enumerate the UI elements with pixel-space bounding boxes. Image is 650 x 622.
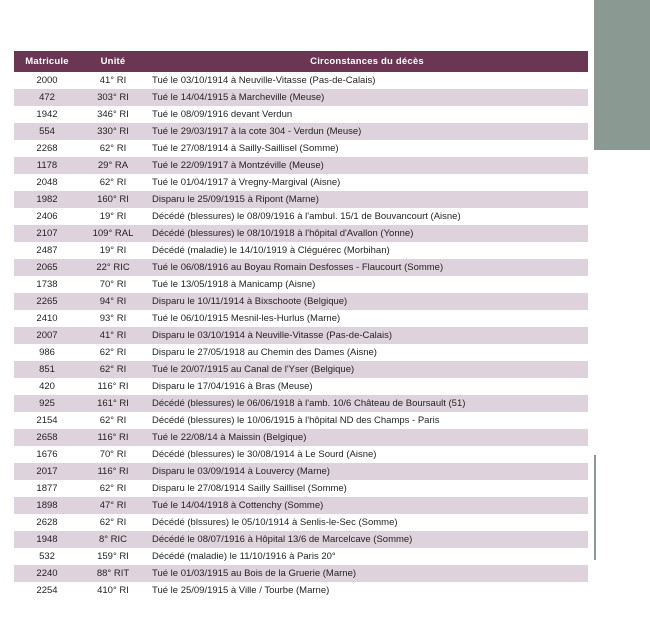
- cell-matricule: 2268: [14, 140, 80, 157]
- cell-circonstances: Tué le 01/04/1917 à Vregny-Margival (Aisne): [146, 174, 588, 191]
- table-header-row: [14, 51, 588, 72]
- cell-unite: 19° RI: [80, 208, 146, 225]
- table-row: [14, 531, 588, 548]
- cell-matricule: 2410: [14, 310, 80, 327]
- casualties-table-container: [14, 51, 588, 599]
- cell-unite: 94° RI: [80, 293, 146, 310]
- cell-matricule: 1948: [14, 531, 80, 548]
- cell-matricule: 2628: [14, 514, 80, 531]
- cell-unite: 29° RA: [80, 157, 146, 174]
- cell-matricule: 2065: [14, 259, 80, 276]
- cell-circonstances: Disparu le 10/11/1914 à Bixschoote (Belgique): [146, 293, 588, 310]
- cell-matricule: 1898: [14, 497, 80, 514]
- cell-matricule: 2048: [14, 174, 80, 191]
- cell-circonstances: Décédé (blessures) le 06/06/1918 à l'amb. 10/6 Château de Boursault (51): [146, 395, 588, 412]
- table-row: [14, 514, 588, 531]
- cell-unite: 303° RI: [80, 89, 146, 106]
- cell-matricule: 2240: [14, 565, 80, 582]
- cell-circonstances: Disparu le 27/05/1918 au Chemin des Dames (Aisne): [146, 344, 588, 361]
- cell-circonstances: Disparu le 25/09/1915 à Ripont (Marne): [146, 191, 588, 208]
- cell-circonstances: Tué le 22/08/14 à Maissin (Belgique): [146, 429, 588, 446]
- cell-circonstances: Tué le 25/09/1915 à Ville / Tourbe (Marne): [146, 582, 588, 599]
- cell-unite: 62° RI: [80, 344, 146, 361]
- cell-circonstances: Tué le 13/05/1918 à Manicamp (Aisne): [146, 276, 588, 293]
- cell-unite: 22° RIC: [80, 259, 146, 276]
- cell-circonstances: Tué le 22/09/1917 à Montzéville (Meuse): [146, 157, 588, 174]
- cell-matricule: 2487: [14, 242, 80, 259]
- table-row: [14, 480, 588, 497]
- table-row: [14, 259, 588, 276]
- decorative-right-rail: [594, 0, 650, 622]
- cell-matricule: 2007: [14, 327, 80, 344]
- table-row: [14, 378, 588, 395]
- cell-circonstances: Tué le 01/03/1915 au Bois de la Gruerie (Marne): [146, 565, 588, 582]
- cell-circonstances: Décédé (blessures) le 08/09/1916 à l'ambul. 15/1 de Bouvancourt (Aisne): [146, 208, 588, 225]
- table-row: [14, 327, 588, 344]
- table-row: [14, 123, 588, 140]
- cell-unite: 62° RI: [80, 361, 146, 378]
- table-row: [14, 446, 588, 463]
- cell-circonstances: Disparu le 17/04/1916 à Bras (Meuse): [146, 378, 588, 395]
- cell-circonstances: Tué le 29/03/1917 à la cote 304 - Verdun (Meuse): [146, 123, 588, 140]
- cell-circonstances: Tué le 06/10/1915 Mesnil-les-Hurlus (Marne): [146, 310, 588, 327]
- table-row: [14, 276, 588, 293]
- table-row: [14, 72, 588, 89]
- cell-circonstances: Décédé (maladie) le 14/10/1919 à Cléguérec (Morbihan): [146, 242, 588, 259]
- cell-unite: 93° RI: [80, 310, 146, 327]
- table-header: [14, 51, 588, 72]
- cell-circonstances: Décédé (blessures) le 08/10/1918 à l'hôpital d'Avallon (Yonne): [146, 225, 588, 242]
- table-row: [14, 293, 588, 310]
- table-row: [14, 242, 588, 259]
- table-row: [14, 361, 588, 378]
- table-body: [14, 72, 588, 599]
- cell-unite: 159° RI: [80, 548, 146, 565]
- rail-accent-line: [594, 455, 596, 560]
- column-header-circonstances: Circonstances du décès: [146, 51, 588, 72]
- cell-unite: 70° RI: [80, 446, 146, 463]
- column-header-unite: Unité: [80, 51, 146, 72]
- cell-unite: 62° RI: [80, 480, 146, 497]
- cell-matricule: 1178: [14, 157, 80, 174]
- cell-circonstances: Décédé (blssures) le 05/10/1914 à Senlis-le-Sec (Somme): [146, 514, 588, 531]
- cell-unite: 109° RAL: [80, 225, 146, 242]
- cell-unite: 47° RI: [80, 497, 146, 514]
- table-row: [14, 208, 588, 225]
- cell-unite: 41° RI: [80, 327, 146, 344]
- cell-matricule: 420: [14, 378, 80, 395]
- table-row: [14, 89, 588, 106]
- cell-unite: 88° RIT: [80, 565, 146, 582]
- table-row: [14, 548, 588, 565]
- table-row: [14, 140, 588, 157]
- table-row: [14, 429, 588, 446]
- table-row: [14, 344, 588, 361]
- cell-circonstances: Tué le 14/04/1918 à Cottenchy (Somme): [146, 497, 588, 514]
- cell-circonstances: Tué le 14/04/1915 à Marcheville (Meuse): [146, 89, 588, 106]
- cell-matricule: 2658: [14, 429, 80, 446]
- table-row: [14, 582, 588, 599]
- cell-circonstances: Décédé (blessures) le 10/06/1915 à l'hôpital ND des Champs - Paris: [146, 412, 588, 429]
- cell-matricule: 986: [14, 344, 80, 361]
- table-row: [14, 395, 588, 412]
- cell-circonstances: Tué le 06/08/1916 au Boyau Romain Desfosses - Flaucourt (Somme): [146, 259, 588, 276]
- cell-circonstances: Décédé (blessures) le 30/08/1914 à Le Sourd (Aisne): [146, 446, 588, 463]
- cell-unite: 62° RI: [80, 140, 146, 157]
- cell-matricule: 1877: [14, 480, 80, 497]
- cell-matricule: 2107: [14, 225, 80, 242]
- cell-circonstances: Tué le 20/07/1915 au Canal de l'Yser (Belgique): [146, 361, 588, 378]
- cell-matricule: 2154: [14, 412, 80, 429]
- table-row: [14, 174, 588, 191]
- cell-matricule: 532: [14, 548, 80, 565]
- cell-circonstances: Disparu le 27/08/1914 Sailly Saillisel (Somme): [146, 480, 588, 497]
- cell-unite: 116° RI: [80, 429, 146, 446]
- cell-circonstances: Tué le 08/09/1916 devant Verdun: [146, 106, 588, 123]
- cell-circonstances: Décédé le 08/07/1916 à Hôpital 13/6 de Marcelcave (Somme): [146, 531, 588, 548]
- cell-matricule: 2406: [14, 208, 80, 225]
- casualties-table: [14, 51, 588, 599]
- cell-unite: 346° RI: [80, 106, 146, 123]
- cell-unite: 160° RI: [80, 191, 146, 208]
- column-header-matricule: Matricule: [14, 51, 80, 72]
- rail-block-top: [594, 0, 650, 150]
- table-row: [14, 463, 588, 480]
- cell-unite: 19° RI: [80, 242, 146, 259]
- table-row: [14, 157, 588, 174]
- cell-unite: 62° RI: [80, 412, 146, 429]
- cell-unite: 62° RI: [80, 514, 146, 531]
- cell-matricule: 1676: [14, 446, 80, 463]
- cell-unite: 330° RI: [80, 123, 146, 140]
- table-row: [14, 310, 588, 327]
- table-row: [14, 191, 588, 208]
- cell-matricule: 1738: [14, 276, 80, 293]
- cell-matricule: 2017: [14, 463, 80, 480]
- cell-circonstances: Décédé (maladie) le 11/10/1916 à Paris 20°: [146, 548, 588, 565]
- cell-matricule: 851: [14, 361, 80, 378]
- cell-unite: 41° RI: [80, 72, 146, 89]
- cell-unite: 62° RI: [80, 174, 146, 191]
- cell-matricule: 925: [14, 395, 80, 412]
- table-row: [14, 106, 588, 123]
- table-row: [14, 225, 588, 242]
- cell-circonstances: Tué le 03/10/1914 à Neuville-Vitasse (Pas-de-Calais): [146, 72, 588, 89]
- cell-unite: 70° RI: [80, 276, 146, 293]
- cell-matricule: 2254: [14, 582, 80, 599]
- cell-matricule: 2265: [14, 293, 80, 310]
- cell-matricule: 1942: [14, 106, 80, 123]
- cell-unite: 8° RIC: [80, 531, 146, 548]
- cell-matricule: 1982: [14, 191, 80, 208]
- cell-matricule: 472: [14, 89, 80, 106]
- table-row: [14, 412, 588, 429]
- cell-circonstances: Tué le 27/08/1914 à Sailly-Saillisel (Somme): [146, 140, 588, 157]
- cell-unite: 161° RI: [80, 395, 146, 412]
- cell-unite: 116° RI: [80, 378, 146, 395]
- cell-matricule: 2000: [14, 72, 80, 89]
- cell-circonstances: Disparu le 03/10/1914 à Neuville-Vitasse (Pas-de-Calais): [146, 327, 588, 344]
- cell-circonstances: Disparu le 03/09/1914 à Louvercy (Marne): [146, 463, 588, 480]
- table-row: [14, 497, 588, 514]
- table-row: [14, 565, 588, 582]
- cell-matricule: 554: [14, 123, 80, 140]
- cell-unite: 116° RI: [80, 463, 146, 480]
- cell-unite: 410° RI: [80, 582, 146, 599]
